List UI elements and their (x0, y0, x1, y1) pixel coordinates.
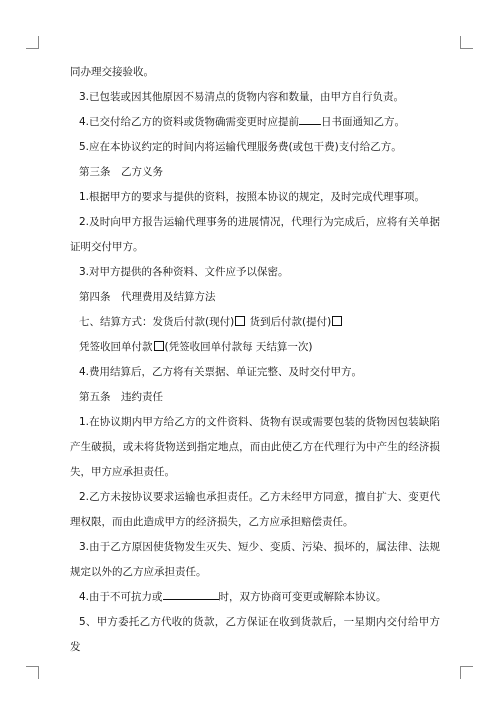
paragraph-text: (凭签收回单付款每 天结算一次) (164, 341, 313, 353)
paragraph: 3.由于乙方原因使货物发生灭失、短少、变质、污染、损坏的，属法律、法规规定以外的乙方应承担责任。 (70, 541, 440, 578)
checkbox-icon (154, 341, 164, 351)
paragraph: 同办理交接验收。 (70, 66, 154, 78)
paragraph: 1.在协议期内甲方给乙方的文件资料、货物有误或需要包装的货物因包装缺陷产生破损，或未将货物送到指定地点，而由此使乙方在代理行为中产生的经济损失，甲方应承担责任。 (70, 416, 440, 478)
paragraph-text: 4.由于不可抗力或 (79, 591, 163, 603)
fill-in-blank (299, 114, 321, 125)
paragraph: 2.乙方未按协议要求运输也承担责任。乙方未经甲方同意，擅自扩大、变更代理权限，而由此造成甲方的经济损失，乙方应承担赔偿责任。 (70, 491, 440, 528)
crop-mark-top-right (460, 36, 473, 49)
checkbox-icon (235, 316, 245, 326)
paragraph: 5.应在本协议约定的时间内将运输代理服务费(或包干费)支付给乙方。 (79, 141, 402, 153)
paragraph-text: 4.已交付给乙方的资料或货物确需变更时应提前 (79, 116, 300, 128)
paragraph: 2.及时向甲方报告运输代理事务的进展情况，代理行为完成后，应将有关单据证明交付甲方。 (70, 216, 440, 253)
document-body (70, 60, 440, 660)
fill-in-blank (163, 589, 219, 600)
paragraph: 5、甲方委托乙方代收的货款，乙方保证在收到货款后，一星期内交付给甲方发 (70, 616, 440, 653)
crop-mark-bottom-left (26, 666, 39, 679)
paragraph-text: 时，双方协商可变更或解除本协议。 (218, 591, 387, 603)
paragraph: 1.根据甲方的要求与提供的资料，按照本协议的规定，及时完成代理事项。 (79, 191, 426, 203)
paragraph (70, 110, 440, 135)
checkbox-icon (332, 316, 342, 326)
paragraph: 3.对甲方提供的各种资料、文件应予以保密。 (79, 266, 289, 278)
section-heading: 第四条 代理费用及结算方法 (79, 291, 216, 303)
paragraph-text: 货到后付款(提付) (246, 316, 332, 328)
section-heading: 第五条 违约责任 (79, 391, 163, 403)
paragraph (70, 585, 440, 610)
paragraph (70, 335, 440, 360)
paragraph-text: 凭签收回单付款 (79, 341, 153, 353)
paragraph: 4.费用结算后，乙方将有关票据、单证完整、及时交付甲方。 (79, 366, 363, 378)
paragraph-text: 日书面通知乙方。 (321, 116, 406, 128)
paragraph (70, 310, 440, 335)
crop-mark-top-left (26, 36, 39, 49)
crop-mark-bottom-right (460, 666, 473, 679)
paragraph: 3.已包装或因其他原因不易清点的货物内容和数量，由甲方自行负责。 (79, 91, 405, 103)
section-heading: 第三条 乙方义务 (79, 166, 163, 178)
paragraph-text: 七、结算方式：发货后付款(现付) (79, 316, 235, 328)
